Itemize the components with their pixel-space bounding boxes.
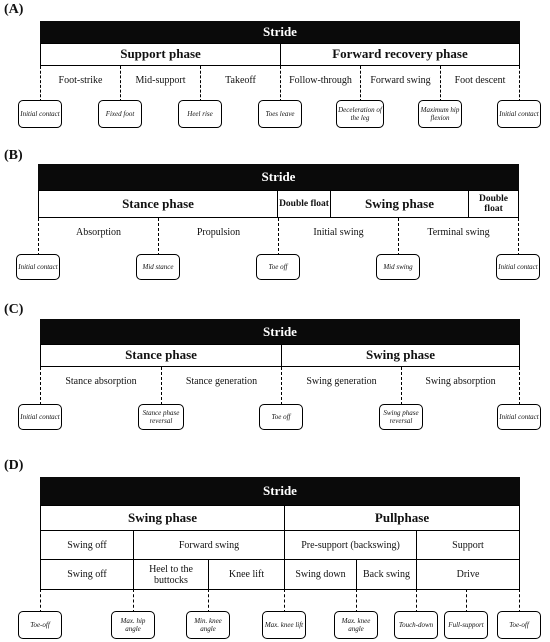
panel-c-event-box: Toe off [259,404,303,430]
panel-a-sub-foot-descent: Foot descent [454,74,506,86]
panel-a-event-box: Fixed foot [98,100,142,128]
panel-b-phase-double-float: Double float [277,190,331,218]
panel-a-phase-forward-recovery: Forward recovery phase [280,43,520,66]
panel-c-sub-stance-absorption: Stance absorption [65,375,137,387]
panel-b-event-box: Mid swing [376,254,420,280]
panel-b-label: (B) [4,148,23,163]
panel-b-event-box: Mid stance [136,254,180,280]
panel-b-stride-bar: Stride [38,164,519,190]
panel-a-event-box: Deceleration of the leg [336,100,384,128]
panel-a-sub-forward-swing: Forward swing [370,74,431,86]
panel-c-event-box: Stance phase reversal [138,404,184,430]
panel-d-event-box: Toe-off [18,611,62,639]
panel-d-event-box: Full-support [444,611,488,639]
panel-d-event-box: Min. knee angle [186,611,230,639]
panel-d-label: (D) [4,458,24,473]
panel-a-event-box: Toes leave [258,100,302,128]
panel-a-phase-support: Support phase [40,43,281,66]
panel-b-event-box: Toe off [256,254,300,280]
panel-b-phase-stance: Stance phase [38,190,278,218]
panel-a-sub-takeoff: Takeoff [225,74,256,86]
panel-b-phase-double-float: Double float [468,190,519,218]
panel-a-stride-bar: Stride [40,21,520,43]
panel-b-sub-absorption: Absorption [76,226,121,238]
panel-d-row2-swing-down: Swing down [295,569,346,580]
panel-c-event-box: Initial contact [18,404,62,430]
panel-a-sub-follow-through: Follow-through [289,74,352,86]
panel-b-event-box: Initial contact [496,254,540,280]
panel-c-sub-swing-generation: Swing generation [306,375,377,387]
panel-a-sub-mid-support: Mid-support [135,74,186,86]
panel-d-phase-pullphase: Pullphase [284,505,520,531]
panel-d-row2-back-swing: Back swing [363,569,410,580]
panel-b-sub-propulsion: Propulsion [196,226,241,238]
panel-d-event-box: Max. hip angle [111,611,155,639]
panel-a-label: (A) [4,2,24,17]
panel-c-phase-stance: Stance phase [40,344,282,367]
panel-d-row1-pre-support: Pre-support (backswing) [285,531,416,560]
panel-c-label: (C) [4,302,24,317]
panel-d-stride-bar: Stride [40,477,520,505]
panel-c-stride-bar: Stride [40,319,520,344]
panel-c-phase-swing: Swing phase [281,344,520,367]
panel-b-sub-terminal-swing: Terminal swing [427,226,490,238]
panel-c-event-box: Swing phase reversal [379,404,423,430]
panel-d-row1-forward-swing: Forward swing [134,531,284,560]
panel-d-row2-heel-to-buttocks: Heel to the buttocks [149,563,193,586]
panel-d-event-box: Toe-off [497,611,541,639]
panel-d-event-box: Max. knee angle [334,611,378,639]
panel-c-sub-swing-absorption: Swing absorption [425,375,496,387]
panel-c-event-box: Initial contact [497,404,541,430]
panel-c-sub-stance-generation: Stance generation [185,375,258,387]
panel-a-event-box: Maximum hip flexion [418,100,462,128]
panel-d-event-box: Touch-down [394,611,438,639]
panel-a-event-box: Heel rise [178,100,222,128]
panel-a-event-box: Initial contact [497,100,541,128]
panel-d-row2-swing-off: Swing off [67,569,107,580]
panel-a-event-box: Initial contact [18,100,62,128]
panel-b-phase-swing: Swing phase [330,190,469,218]
panel-b-sub-initial-swing: Initial swing [313,226,364,238]
panel-d-row1-swing-off: Swing off [41,531,133,560]
panel-d-phase-swing: Swing phase [40,505,285,531]
panel-d-event-box: Max. knee lift [262,611,306,639]
panel-d-row2-knee-lift: Knee lift [228,569,265,580]
panel-d-row1-support: Support [417,531,519,560]
panel-a-sub-foot-strike: Foot-strike [58,74,103,86]
panel-d-row2-drive: Drive [456,569,480,580]
panel-b-event-box: Initial contact [16,254,60,280]
